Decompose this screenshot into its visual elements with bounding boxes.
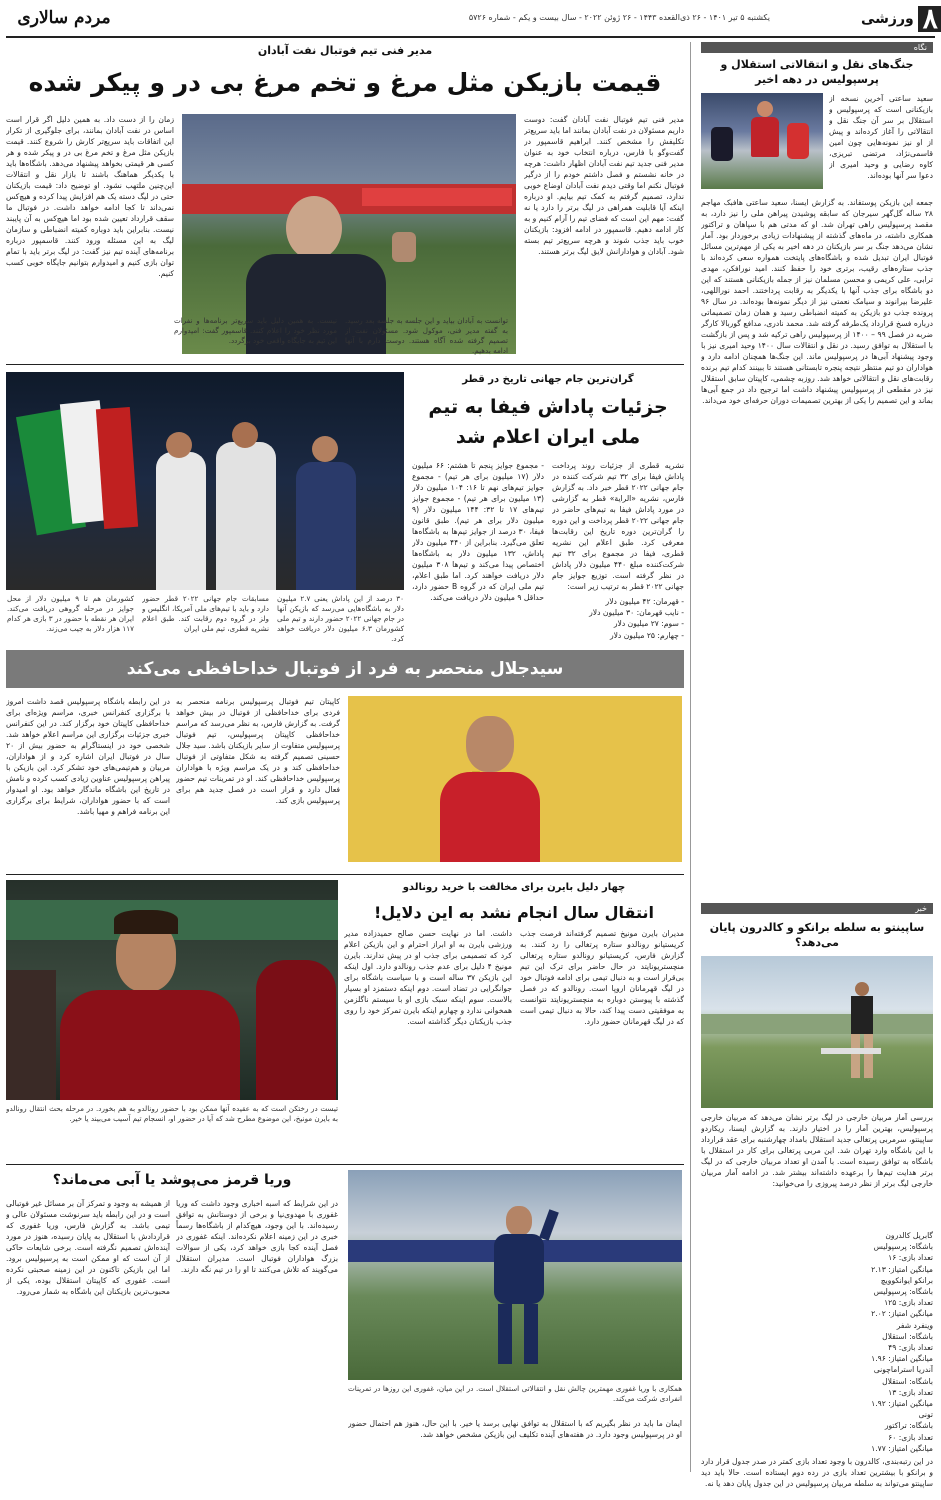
article-2-caption-left: کشورمان هم تا ۹ میلیون دلار از محل جوایز در مرحله گروهی دریافت می‌کند. ایران هر نقطه با حضور در ۳ بازی هر کدام ۱۱۷ هزار دلار به جیب می‌زند. bbox=[7, 594, 134, 633]
article-2-body-left: - مجموع جوایز پنجم تا هشتم: ۶۶ میلیون دلار (۱۷ میلیون برای هر تیم) - مجموع جوایز تیم‌های نهم تا ۱۶: ۱۰۴ میلیون دلار (۱۳ میلیون برای هر تیم) - مجموع جوایز تیم‌های ۱۷ تا ۳۲: ۱۴۴ میلیون دلار (۹ میلیون دلار برای هر تیم). طبق قانون فیفا، ۳۰ درصد از جوایز تیم‌ها به باشگاه‌ها تعلق می‌گیرد. بنابراین از ۴۴۰ میلیون دلار پاداش، ۱۳۲ میلیون دلار به باشگاه‌ها اختصاص پیدا می‌کند و تیم‌ها ۳۰۸ میلیون دلار دریافت خواهند کرد. اما طبق اعلام، تیم ملی ایران که در گروه B حضور دارد، حداقل ۹ میلیون دلار دریافت می‌کند. bbox=[412, 461, 544, 602]
stat-line: باشگاه: استقلال bbox=[882, 1331, 933, 1341]
article-2 bbox=[6, 370, 684, 642]
article-5-col-2: در این شرایط که اسبه اخباری وجود داشت که وریا غفوری با مهدوی‌نیا و برخی از دوستانش به توافق رسیده‌اند. با این وجود، هیچ‌کدام از باشگاه‌ها رسماً خبری در این زمینه اعلام نکرده‌اند. اینکه غفوری در فصل آینده کجا بازی خواهد کرد، یکی از سوالات بزرگ هواداران فوتبال است. مدیران استقلال می‌گویند که تلاش می‌کنند تا او را در تیم نگه دارند. bbox=[176, 1199, 338, 1274]
stat-line: باشگاه: استقلال bbox=[882, 1376, 933, 1386]
stat-line: تعداد بازی: ۴۹ bbox=[888, 1343, 933, 1353]
article-4-col-1: مدیران بایرن مونیخ تصمیم گرفته‌اند فرصت جذب کریستیانو رونالدو ستاره پرتغالی را رد کنند. به گزارش فارس، کریستیانو رونالدو ستاره پرتغالی منچستریونایتد در حال حاضر برای ترک این تیم بی‌قرار است و به دنبال تیمی برای ادامه فوتبال خود در لیگ قهرمانان اروپا است. رونالدو که در فصل گذشته با پیوستن دوباره به منچستریونایتد نتوانست به موفقیتی دست پیدا کند، حالا به دنبال تیمی است که در لیگ قهرمانان حضور دارد. bbox=[520, 929, 684, 1026]
stat-line: تعداد بازی: ۶۰ bbox=[888, 1432, 933, 1442]
sidebar-story-2-tail: در این رتبه‌بندی، کالدرون با وجود تعداد بازی کمتر در صدر جدول قرار دارد و برانکو با بیشترین تعداد بازی در رده دوم ایستاده است. حالا باید دید ساپینتو می‌تواند به سلطه مربیان پرسپولیس در این جدول پایان دهد یا نه. bbox=[701, 1457, 933, 1488]
article-2-prize-list bbox=[552, 596, 684, 640]
article-2-body-right: نشریه قطری از جزئیات روند پرداخت پاداش فیفا برای ۳۲ تیم شرکت کننده در جام جهانی ۲۰۲۲ قطر خبر داد. به گزارش فارس، نشریه «الراية» قطر به گزارشی در مورد پاداش فیفا به تیم‌های حاضر در جام جهانی ۲۰۲۲ قطر پرداخت و این دوره را گران‌ترین دوره تاریخ این رقابت‌ها معرفی کرد. طبق اعلام این نشریه قطری، فیفا در مجموع برای ۳۲ تیم شرکت‌کننده مبلغ ۴۴۰ میلیون دلار پاداش در نظر گرفته است. توزیع جوایز جام جهانی ۲۰۲۲ قطر به ترتیب زیر است: bbox=[552, 461, 684, 591]
article-3 bbox=[6, 694, 684, 870]
article-1 bbox=[6, 42, 684, 360]
stat-line: آندریا استراماچونی bbox=[873, 1365, 933, 1375]
article-1-title: قیمت بازیکن مثل مرغ و تخم مرغ بی در و پیکر شده bbox=[28, 68, 662, 97]
masthead bbox=[0, 0, 941, 38]
rule-4 bbox=[6, 1164, 684, 1165]
article-1-caption-b: نیست. به همین دلیل باید سریع‌تر برنامه‌ها و نفرات مورد نظر خود را اعلام کنند. قاسمپور گفت: امیدوارم این تیم به جایگاه واقعی خود برگردد. bbox=[174, 316, 337, 345]
date-line: یکشنبه ۵ تیر ۱۴۰۱ - ۲۶ ذی‌القعده ۱۴۴۳ - ۲۶ ژوئن ۲۰۲۲ - سال بیست و یکم - شماره ۵۷۲۶ bbox=[468, 13, 770, 22]
sidebar-story-1-photo bbox=[701, 93, 823, 189]
sidebar-tag-2: خبر bbox=[701, 903, 933, 914]
sidebar bbox=[701, 42, 933, 1488]
article-3-banner bbox=[6, 650, 684, 688]
prize-line: - چهارم: ۲۵ میلیون دلار bbox=[609, 630, 684, 640]
article-5-title: وریا قرمز می‌پوشد یا آبی می‌ماند؟ bbox=[52, 1172, 292, 1188]
stat-line: گابریل کالدرون bbox=[885, 1231, 933, 1240]
masthead-rule bbox=[6, 36, 935, 38]
article-3-col-3: در این رابطه باشگاه پرسپولیس قصد داشت امروز با برگزاری کنفرانس خبری، مراسم ویژه‌ای برای خداحافظی کاپیتان خود برگزار کند. در این کنفرانس خبری جزئیات برگزاری این مراسم اعلام خواهد شد. شخصی خود در اینستاگرام به حضور بیش از ۲۰ سال در فوتبال ایران اشاره کرد و از هواداران، مربیان و هم‌تیمی‌های خود تشکر کرد. این بازیکن با پیراهن پرسپولیس عناوین زیادی کسب کرده و نامش در تاریخ این باشگاه ماندگار خواهد بود. او امیدوار است که با حضور هواداران، شرایط برای برگزاری این برنامه فراهم و مهیا باشد. bbox=[6, 697, 170, 816]
article-4-col-2: داشت. اما در نهایت حسن صالح حمیدزاده مدیر ورزشی بایرن به او ابراز احترام و این بازیکن اعلام کرد که تصمیمی برای جذب او در پیش ندارند. بایرن مونیخ ۴ دلیل برای عدم جذب رونالدو دارد. اول اینکه این بازیکن ۳۷ ساله است و با سیاست باشگاه برای جوانگرایی در تضاد است. دوم اینکه دستمزد او بسیار بالاست. سوم اینکه سبک بازی او با سیستم ناگلزمن همخوانی ندارد و چهارم اینکه بایرن تمرکز خود را روی جذب بازیکنان دیگر گذاشته است. bbox=[344, 929, 512, 1026]
article-5-col-1: از همیشه به وجود و تمرکز آن بر مسائل غیر فوتبالی است و در این رابطه باید سرنوشت مسئولان عالی و تیمی باشد. به گزارش فارس، وریا غفوری که قراردادش با استقلال به پایان رسیده، هنوز در مورد آینده‌اش تصمیم نگرفته است. برخی شایعات حاکی از آن است که او ممکن است به پرسپولیس برود. اما این بازیکن تاکنون در این زمینه صحبتی نکرده است. غفوری که کاپیتان استقلال بوده، یکی از محبوب‌ترین بازیکنان این باشگاه به شمار می‌رود. bbox=[6, 1199, 170, 1296]
prize-line: - سوم: ۲۷ میلیون دلار bbox=[613, 619, 684, 629]
stat-line: تونی bbox=[918, 1410, 933, 1420]
stat-line: وینفرد شفر bbox=[896, 1320, 933, 1330]
article-1-col-left: زمان را از دست داد. به همین دلیل اگر قرار است اساس در نفت آبادان بمانند، برای جلوگیری از تکرار این اتفاقات باید سریع‌تر کارش را شروع کنند. قیمت بازیکن مثل مرغ و تخم مرغ بی در و پیکر شده و هر کسی هر قیمتی بخواهد پیشنهاد می‌دهد. باشگاه‌ها باید با یکدیگر هماهنگ باشند تا بازار نقل و انتقالات این‌چنین ملتهب نشود. او توضیح داد: قیمت بازیکنان حتی در لیگ دسته یک هم افزایش پیدا کرده و هیچ‌کس نمی‌داند تا کجا ادامه خواهد داشت. در فوتبال ما سقف قرارداد تعیین شده بود اما هیچ‌کس به آن پایبند نیست. بنابراین باید دوباره کمیته انضباطی و سازمان لیگ به این مسئله ورود کنند. قاسمپور درباره برنامه‌های آینده تیم نیز گفت: در لیگ برتر باید با تمام توان بازی کنیم و امیدوارم بتوانیم جایگاه خوبی کسب کنیم. bbox=[6, 115, 174, 278]
rule-1 bbox=[6, 364, 684, 365]
stat-line: برانکو ایوانکوویچ bbox=[880, 1275, 933, 1285]
article-5 bbox=[6, 1170, 684, 1472]
article-3-title: سیدجلال منحصر به فرد از فوتبال خداحافظی می‌کند bbox=[126, 659, 564, 679]
section-label: ورزشی bbox=[861, 11, 914, 27]
sidebar-tag-1: نگاه bbox=[701, 42, 933, 53]
article-5-caption: همکاری با وریا غفوری مهمترین چالش نقل و انتقالاتی استقلال است. در این میان، غفوری این روزها در تمرینات انفرادی شرکت می‌کند. bbox=[348, 1384, 682, 1403]
stat-line: میانگین امتیاز: ۱.۷۷ bbox=[871, 1443, 933, 1453]
article-1-caption-a: توانست به آبادان بیاید و این جلسه به جلسه بعد رسید. به گفته مدیر فنی، موکول شود. مسئولان نفت از تصمیم گرفته شده آگاه هستند. دوست دارم با آنها ادامه بدهیم. bbox=[345, 316, 508, 355]
prize-line: - نایب قهرمان: ۳۰ میلیون دلار bbox=[589, 608, 684, 618]
sidebar-story-1-intro: سعید ساعتی آخرین نسخه از بازیکنانی است که پرسپولیس و استقلال بر سر آن جنگ نقل و انتقالاتی را آغاز کرده‌اند و پیش از او نیز نمونه‌هایی چون امین قاسمی‌نژاد، مرتضی تبریزی، کاوه رضایی و وحید امیری از دعوا سر آنها بوده‌اند. bbox=[829, 94, 933, 180]
article-2-caption-mid: مسابقات جام جهانی ۲۰۲۲ قطر حضور دارد و باید با تیم‌های ملی آمریکا، انگلیس و ولز در گروه دوم رقابت کند. طبق اعلام نشریه قطری، تیم ملی ایران bbox=[142, 594, 269, 633]
sidebar-story-2-body: بررسی آمار مربیان خارجی در لیگ برتر نشان می‌دهد که مربیان خارجی پرسپولیس، بهترین آمار را در اختیار دارند. به گزارش ایسنا، ریکاردو ساپینتو، سرمربی پرتغالی جدید استقلال بامداد چهارشنبه برای عقد قرارداد با این باشگاه وارد تهران شد. این مربی پرتغالی برای کار در استقلال با باشگاه به توافق رسیده است. با آمدن او تعداد مربیان خارجی که در لیگ برتر هدایت تیم‌ها را برعهده داشته‌اند بیشتر شد. در ادامه آمار مربیان خارجی لیگ برتر از نظر درصد پیروزی را می‌خوانید: bbox=[701, 1113, 933, 1188]
article-3-col-1: کاپیتان تیم فوتبال پرسپولیس برنامه منحصر به فردی برای خداحافظی از فوتبال در بیش خواهد گرفت. به گزارش فارس، به نظر می‌رسد که مراسم خداحافظی کاپیتان پرسپولیس، تیم فوتبال پرسپولیس متفاوت از سایر بازیکنان باشد. سید جلال حسینی تصمیم گرفته به شکل متفاوتی از فوتبال خداحافظی کند و در یک مراسم ویژه با هواداران پرسپولیس خداحافظی کند. او در تمرینات تیم حضور فعال دارد و قرار است در فصل جدید هم برای پرسپولیس بازی کند. bbox=[176, 697, 340, 805]
rule-3 bbox=[6, 874, 684, 875]
sidebar-divider bbox=[690, 42, 691, 1472]
article-3-photo bbox=[348, 696, 682, 862]
article-2-title: جزئیات پاداش فیفا به تیم ملی ایران اعلام شد bbox=[428, 396, 668, 448]
article-1-col-right: مدیر فنی تیم فوتبال نفت آبادان گفت: دوست داریم مسئولان در نفت آبادان بمانند اما باید سریع‌تر تکلیفش را مشخص کنند. ابراهیم قاسمپور در گفت‌وگو با فارس، درباره انتخاب خود به عنوان مدیر فنی جدید تیم نفت آبادان اظهار داشت: هرچه در خانه نشستم و فصل داشتم خودم را از درگیر فوتبال نکنم اما وقتی دیدم نفت آبادان اوضاع خوبی ندارد، تصمیم گرفتم به کمک تیم بیایم. او درباره اینکه آیا قابلیت همراهی در لیگ برتر را دارد یا نه گفت: مهم این است که فضای تیم را آرام کنیم و به کار ادامه دهیم. قاسمپور در ادامه افزود: بازیکنان خوب باید جذب شوند و هرچه سریع‌تر تیم بسته شود. آبادان و هوادارانش لایق لیگ برتر هستند. bbox=[524, 115, 684, 256]
sidebar-story-2-photo bbox=[701, 956, 933, 1108]
sidebar-story-2-title: ساپینتو به سلطه برانکو و کالدرون پایان می‌دهد؟ bbox=[709, 921, 925, 949]
article-4-photo bbox=[6, 880, 338, 1100]
stat-line: میانگین امتیاز: ۲.۰۲ bbox=[871, 1309, 933, 1319]
sidebar-story-1-title: جنگ‌های نقل و انتقالاتی استقلال و پرسپولیس در دهه اخیر bbox=[720, 58, 914, 86]
article-4-kicker: چهار دلیل بایرن برای مخالفت با خرید رونالدو bbox=[402, 882, 626, 893]
article-5-photo bbox=[348, 1170, 682, 1380]
section-number: ۸ bbox=[918, 6, 941, 32]
paper-name: مردم سالاری bbox=[17, 8, 111, 28]
stat-line: تعداد بازی: ۱۶ bbox=[888, 1253, 933, 1263]
article-2-caption-right: ۳۰ درصد از این پاداش یعنی ۲.۷ میلیون دلار به باشگاه‌هایی می‌رسد که بازیکن آنها در جام جهانی ۲۰۲۲ حضور دارند و تیم ملی کشورمان ۶.۳ میلیون دلار دریافت خواهد کرد. bbox=[277, 594, 404, 642]
stat-line: تعداد بازی: ۱۳ bbox=[888, 1387, 933, 1397]
article-4-caption: تیست در رختکن است که به عقیده آنها ممکن بود با حضور رونالدو به هم بخورد. در مرحله بحث انتقال رونالدو به بایرن مونیخ، این موضوع مطرح شد که آیا در حضور او، انسجام تیم آسیب می‌بیند یا خیر. bbox=[6, 1104, 338, 1123]
stat-line: باشگاه: تراکتور bbox=[884, 1421, 933, 1431]
sidebar-story-1-body: جمعه این بازیکن پوستفاند. به گزارش ایسنا، سعید ساعتی هافبک مهاجم ۲۸ ساله گل‌گهر سیرجان که سابقه پوشیدن پیراهن ملی را نیز دارد، به مقصد پرسپولیس راهی تهران شد. او که مدتی هم با سپاهان و تراکتور همکاری داشته، در ماه‌های گذشته از پیشنهادات زیادی برخوردار بود. آمار نشان می‌دهد جنگ بر سر بازیکنان در دهه اخیر به یکی از مهم‌ترین مسائل فوتبال ایران تبدیل شده و باشگاه‌های پایتخت همواره سعی کرده‌اند با جذب ستاره‌های رقیب، برتری خود را حفظ کنند. امید نورافکن، مهدی ترابی، علی کریمی و محسن مسلمان نیز از جمله بازیکنانی هستند که این دو باشگاه برای جذب آنها با یکدیگر به رقابت پرداختند. احمد نوراللهی، علیرضا بیرانوند و سیامک نعمتی نیز از دیگر نمونه‌ها بوده‌اند. در سال ۹۶ پرونده جذب دو بازیکن به کمیته انضباطی رسید و همان زمان تصمیماتی درباره فسخ قرارداد یک‌طرفه گرفته شد. محمد نادری، مدافع گوربالا کارگر ضربه در فصل ۹۹ – ۱۴۰۰ از پرسپولیس راهی ترکیه شد و پس از بازگشت با استقلال به توافق رسید. در نقل و انتقالات سال ۱۴۰۰ وحید امیری نیز با وجود پیشنهاد آبی‌ها در پرسپولیس ماند. این جنگ‌ها همچنان ادامه دارد و هواداران دو تیم منتظر نتیجه پنجره تابستانی هستند تا ببینند کدام تیم برنده رقابت‌های نقل و انتقالاتی خواهد شد. روزبه چشمی، کاپیتان سابق استقلال نیز در مقطعی از پرسپولیس پیشنهاد داشت اما ترجیح داد در جمع آبی‌ها بماند و این تصمیم را یکی از بهترین تصمیمات دوران حرفه‌ای خود می‌داند. bbox=[701, 198, 933, 405]
article-2-photo bbox=[6, 372, 404, 590]
prize-line: - قهرمان: ۴۲ میلیون دلار bbox=[605, 597, 684, 606]
article-5-col-3: ایمان ما باید در نظر بگیریم که با استقلال به توافق نهایی برسد یا خیر. با این حال، هنوز هم احتمال حضور او در پرسپولیس وجود دارد. در هفته‌های آینده تکلیف این بازیکن مشخص خواهد شد. bbox=[348, 1419, 682, 1439]
stat-line: باشگاه: پرسپولیس bbox=[873, 1287, 933, 1297]
stat-line: باشگاه: پرسپولیس bbox=[873, 1242, 933, 1252]
stat-line: میانگین امتیاز: ۲.۱۳ bbox=[871, 1264, 933, 1274]
article-4 bbox=[6, 880, 684, 1160]
article-4-title: انتقال سال انجام نشد به این دلایل! bbox=[373, 903, 655, 922]
sidebar-stat-list bbox=[701, 1230, 933, 1456]
stat-line: تعداد بازی: ۱۲۵ bbox=[884, 1298, 933, 1308]
article-2-kicker: گران‌ترین جام جهانی تاریخ در قطر bbox=[462, 374, 634, 385]
stat-line: میانگین امتیاز: ۱.۹۶ bbox=[871, 1354, 933, 1364]
article-1-caption-row bbox=[174, 316, 508, 356]
article-1-kicker: مدیر فنی تیم فوتبال نفت آبادان bbox=[257, 44, 433, 57]
masthead-section-box bbox=[861, 2, 938, 35]
stat-line: میانگین امتیاز: ۱.۹۲ bbox=[871, 1399, 933, 1409]
